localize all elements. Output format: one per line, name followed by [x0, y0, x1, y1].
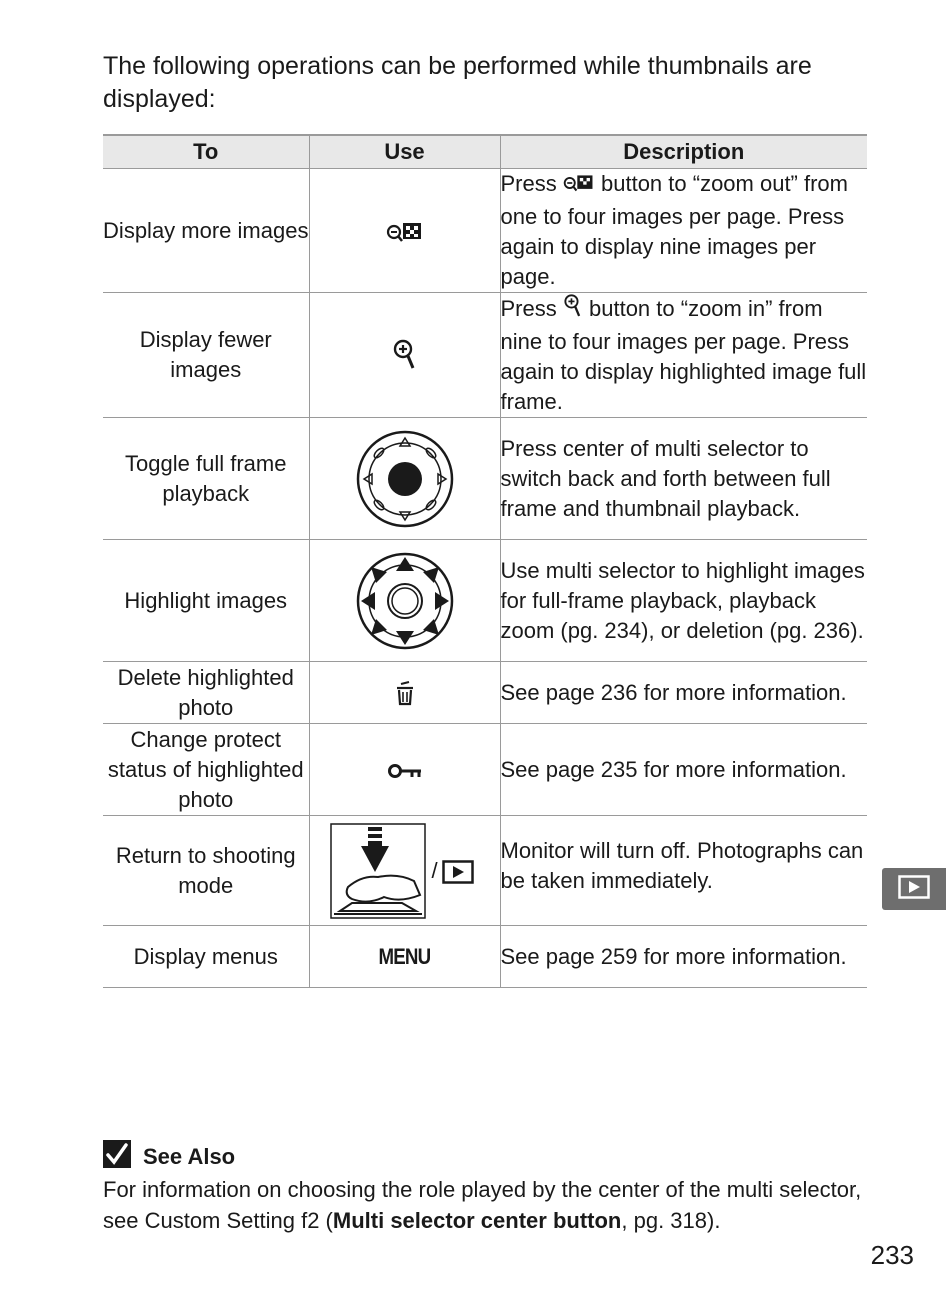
row-description: Monitor will turn off. Photographs can be taken immediately. [500, 816, 867, 926]
page-number: 233 [870, 1240, 914, 1270]
row-use [309, 926, 500, 988]
protect-key-icon [387, 757, 423, 782]
row-to: Toggle full frame playback [103, 418, 309, 540]
row-to: Highlight images [103, 540, 309, 662]
row-to: Delete highlighted photo [103, 662, 309, 724]
table-row [103, 293, 867, 418]
table-row [103, 169, 867, 293]
table-row [103, 926, 867, 988]
zoom-in-icon [392, 341, 418, 366]
table-row [103, 724, 867, 816]
row-to: Display fewer images [103, 293, 309, 418]
row-description: Press button to “zoom out” from one to four images per page. Press again to display nine images per page. [500, 169, 867, 293]
row-to: Display more images [103, 169, 309, 293]
row-description: See page 259 for more information. [500, 926, 867, 988]
row-description: Press button to “zoom in” from nine to four images per page. Press again to display highlighted image full frame. [500, 293, 867, 418]
row-use [309, 540, 500, 662]
row-use [309, 169, 500, 293]
see-also-title: See Also [143, 1144, 236, 1169]
row-use [309, 293, 500, 418]
use-separator: / [431, 857, 438, 883]
row-description: Press center of multi selector to switch back and forth between full frame and thumbnail playback. [500, 418, 867, 540]
row-use [309, 724, 500, 816]
checkmark-icon [103, 1140, 143, 1174]
see-also-section [103, 1140, 883, 1236]
row-to: Change protect status of highlighted photo [103, 724, 309, 816]
header-description: Description [500, 135, 867, 169]
menu-button-label: MENU [378, 943, 431, 969]
table-row [103, 662, 867, 724]
table-row [103, 540, 867, 662]
intro-text: The following operations can be performed while thumbnails are displayed: [103, 52, 812, 113]
see-also-header [103, 1140, 883, 1174]
multi-selector-directions-icon [355, 586, 455, 611]
header-to: To [103, 135, 309, 169]
table-row [103, 816, 867, 926]
row-to: Display menus [103, 926, 309, 988]
row-use [309, 418, 500, 540]
row-description: Use multi selector to highlight images for full-frame playback, playback zoom (pg. 234), or deletion (pg. 236). [500, 540, 867, 662]
playback-icon [442, 856, 474, 886]
row-description: See page 236 for more information. [500, 662, 867, 724]
multi-selector-center-icon [355, 464, 455, 489]
trash-icon [394, 680, 416, 705]
header-use: Use [309, 135, 500, 169]
playback-tab-icon [898, 875, 930, 904]
playback-section-tab [882, 868, 946, 910]
see-also-text: For information on choosing the role played by the center of the multi selector, see Custom Setting f2 (Multi selector center button, pg. 318). [103, 1177, 862, 1233]
table-row [103, 418, 867, 540]
row-description: See page 235 for more information. [500, 724, 867, 816]
table-header-row [103, 135, 867, 169]
row-to: Return to shooting mode [103, 816, 309, 926]
zoom-out-thumbnail-icon [563, 172, 595, 202]
zoom-in-icon [563, 293, 583, 327]
zoom-out-thumbnail-icon [386, 218, 424, 243]
see-also-bold-term: Multi selector center button [332, 1208, 622, 1233]
shutter-press-icon [330, 823, 426, 919]
row-use [309, 662, 500, 724]
operations-table [103, 134, 867, 988]
row-use [309, 816, 500, 926]
